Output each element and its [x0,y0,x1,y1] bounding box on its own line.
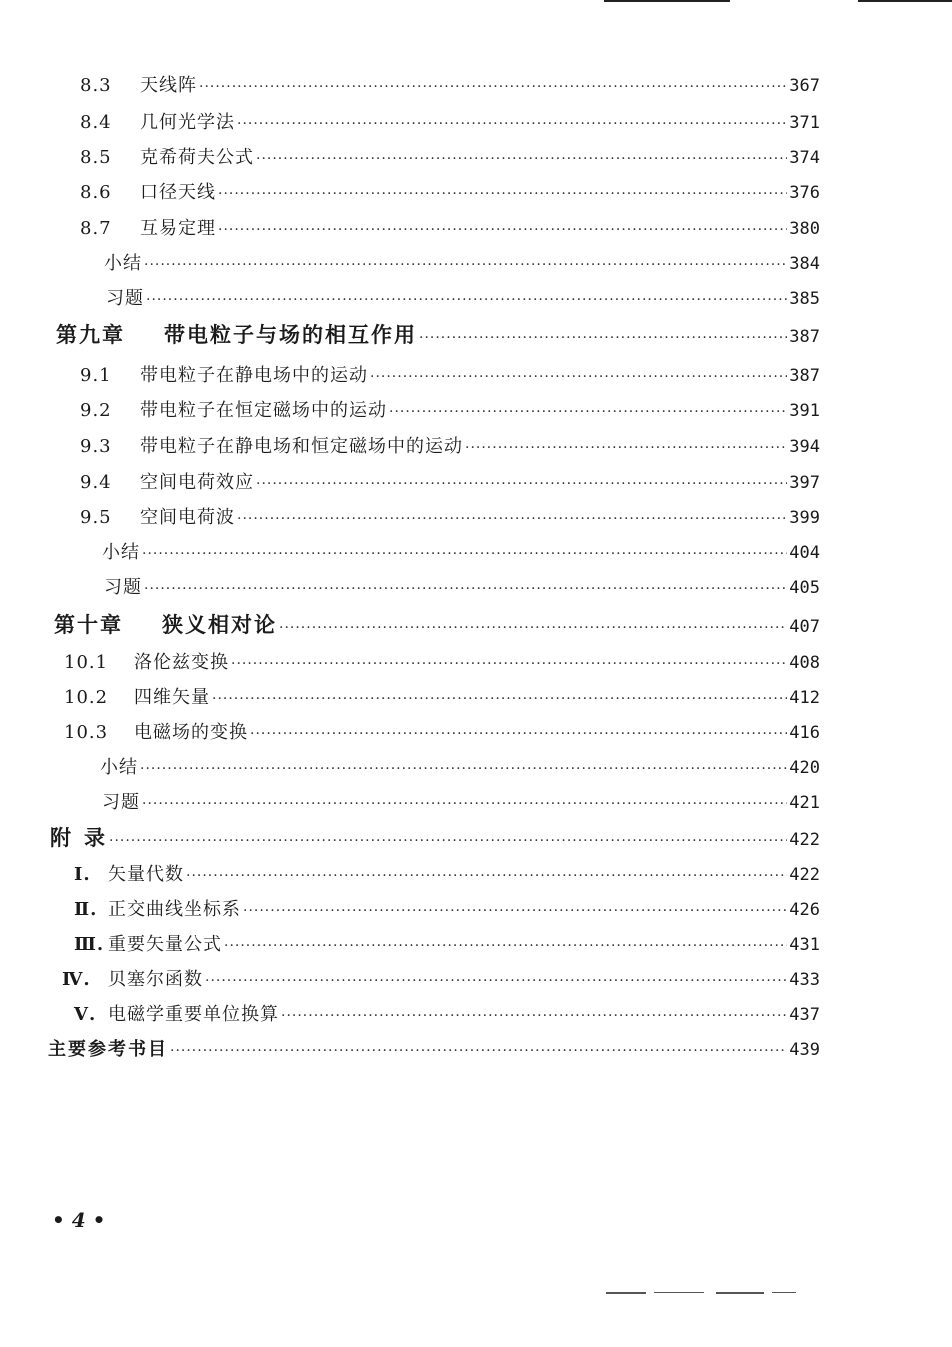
section-title: 空间电荷效应 [140,472,254,493]
toc-entry-8-7[interactable] [80,217,820,242]
section-title: 小结 [100,757,138,778]
chapter-number: 第十章 [54,613,123,637]
toc-entry-exercises-9[interactable] [104,576,820,601]
page-number: 397 [789,473,820,493]
dot-leader [250,722,787,746]
toc-chapter-10[interactable] [54,613,820,640]
appendix-number: I. [74,864,91,885]
page-number-footer: • 4 • [52,1208,106,1232]
toc-entry-exercises-8[interactable] [106,287,820,312]
section-title: 互易定理 [140,218,216,239]
section-title: 贝塞尔函数 [108,969,203,990]
dot-leader [231,652,787,676]
toc-appendix-5[interactable] [74,1003,820,1028]
toc-entry-9-2[interactable] [80,399,820,424]
dot-leader [218,218,787,242]
scan-artifact [772,1292,796,1293]
dot-leader [224,934,787,958]
section-title: 几何光学法 [140,112,235,133]
chapter-title: 狭义相对论 [162,613,277,637]
section-title: 天线阵 [140,75,197,96]
toc-entry-summary-10[interactable] [100,756,820,781]
page-number: 405 [789,578,820,598]
section-title: 小结 [102,542,140,563]
dot-leader [109,829,787,853]
page-number: 426 [789,900,820,920]
section-title: 小结 [104,253,142,274]
dot-leader [281,1004,787,1028]
dot-leader [170,1039,787,1063]
toc-chapter-9[interactable] [56,323,820,350]
references-title: 主要参考书目 [48,1039,168,1060]
section-title: 正交曲线坐标系 [108,899,241,920]
dot-leader [256,472,787,496]
page-number: 387 [789,327,820,347]
dot-leader [144,577,787,601]
toc-entry-9-4[interactable] [80,471,820,496]
appendix-number: Ⅳ. [62,969,91,990]
toc-entry-10-3[interactable] [64,721,820,746]
page-number: 391 [789,401,820,421]
dot-leader [389,400,787,424]
page-number: 437 [789,1005,820,1025]
section-number: 9.4 [80,472,112,493]
section-title: 习题 [104,577,142,598]
dot-leader [199,75,787,99]
page-number: 371 [789,113,820,133]
page-number: 431 [789,935,820,955]
page-number: 404 [789,543,820,563]
dot-leader [142,792,787,816]
dot-leader [212,687,787,711]
dot-leader [142,542,787,566]
toc-entry-10-2[interactable] [64,686,820,711]
dot-leader [237,112,787,136]
section-number: 9.1 [80,365,112,386]
dot-leader [146,288,787,312]
section-number: 8.5 [80,147,112,168]
section-number: 8.6 [80,182,112,203]
section-title: 习题 [102,792,140,813]
toc-entry-9-5[interactable] [80,506,820,531]
appendix-number: Ⅲ. [74,934,105,955]
page-number: 422 [789,865,820,885]
section-title: 洛伦兹变换 [134,652,229,673]
section-number: 9.2 [80,400,112,421]
page-number: 439 [789,1040,820,1060]
dot-leader [218,182,787,206]
toc-entry-9-1[interactable] [80,364,820,389]
section-number: 9.5 [80,507,112,528]
toc-entry-10-1[interactable] [64,651,820,676]
scan-artifact [716,1292,764,1294]
section-title: 带电粒子在恒定磁场中的运动 [140,400,387,421]
dot-leader [256,147,787,171]
toc-appendix[interactable] [50,826,820,853]
page-number: 394 [789,437,820,457]
toc-entry-exercises-10[interactable] [102,791,820,816]
section-number: 9.3 [80,436,112,457]
page-number: 412 [789,688,820,708]
appendix-label-part1: 附 [50,826,73,850]
toc-appendix-2[interactable] [74,898,820,923]
page-number: 421 [789,793,820,813]
page-number: 380 [789,219,820,239]
dot-leader [370,365,787,389]
dot-leader [186,864,787,888]
section-title: 口径天线 [140,182,216,203]
section-number: 8.3 [80,75,112,96]
section-title: 带电粒子在静电场中的运动 [140,365,368,386]
page-number: 399 [789,508,820,528]
section-number: 8.7 [80,218,112,239]
chapter-number: 第九章 [56,323,125,347]
appendix-label-part2: 录 [84,826,107,850]
section-number: 10.2 [64,687,109,708]
scan-artifact [654,1292,704,1293]
toc-appendix-1[interactable] [74,863,820,888]
toc-entry-9-3[interactable] [80,435,820,460]
section-title: 带电粒子在静电场和恒定磁场中的运动 [140,436,463,457]
page-number: 422 [789,830,820,850]
chapter-title: 带电粒子与场的相互作用 [164,323,417,347]
section-title: 电磁场的变换 [134,722,248,743]
section-title: 矢量代数 [108,864,184,885]
dot-leader [205,969,787,993]
section-title: 四维矢量 [134,687,210,708]
page-number: 367 [789,76,820,96]
dot-leader [144,253,787,277]
toc-entry-8-5[interactable] [80,146,820,171]
section-number: 10.3 [64,722,109,743]
dot-leader [243,899,787,923]
dot-leader [465,436,787,460]
dot-leader [419,326,787,350]
section-number: 8.4 [80,112,112,133]
toc-references[interactable] [48,1038,820,1063]
scan-artifact [606,1292,646,1294]
page-number: 407 [789,617,820,637]
section-title: 空间电荷波 [140,507,235,528]
toc-appendix-3[interactable] [74,933,820,958]
section-title: 重要矢量公式 [108,934,222,955]
page-number: 385 [789,289,820,309]
page-number: 376 [789,183,820,203]
toc-appendix-4[interactable] [62,968,820,993]
toc-entry-8-6[interactable] [80,181,820,206]
toc-entry-summary-8[interactable] [104,252,820,277]
dot-leader [140,757,787,781]
section-number: 10.1 [64,652,109,673]
appendix-number: Ⅴ. [74,1004,97,1025]
section-title: 电磁学重要单位换算 [108,1004,279,1025]
appendix-number: Ⅱ. [74,899,98,920]
page-number: 387 [789,366,820,386]
page-number: 420 [789,758,820,778]
page-number: 416 [789,723,820,743]
page-number: 433 [789,970,820,990]
page-number: 374 [789,148,820,168]
dot-leader [279,616,787,640]
page-number: 384 [789,254,820,274]
section-title: 克希荷夫公式 [140,147,254,168]
page-number: 408 [789,653,820,673]
toc-entry-8-4[interactable] [80,111,820,136]
dot-leader [237,507,787,531]
toc-entry-8-3[interactable] [80,74,820,99]
section-title: 习题 [106,288,144,309]
toc-entry-summary-9[interactable] [102,541,820,566]
